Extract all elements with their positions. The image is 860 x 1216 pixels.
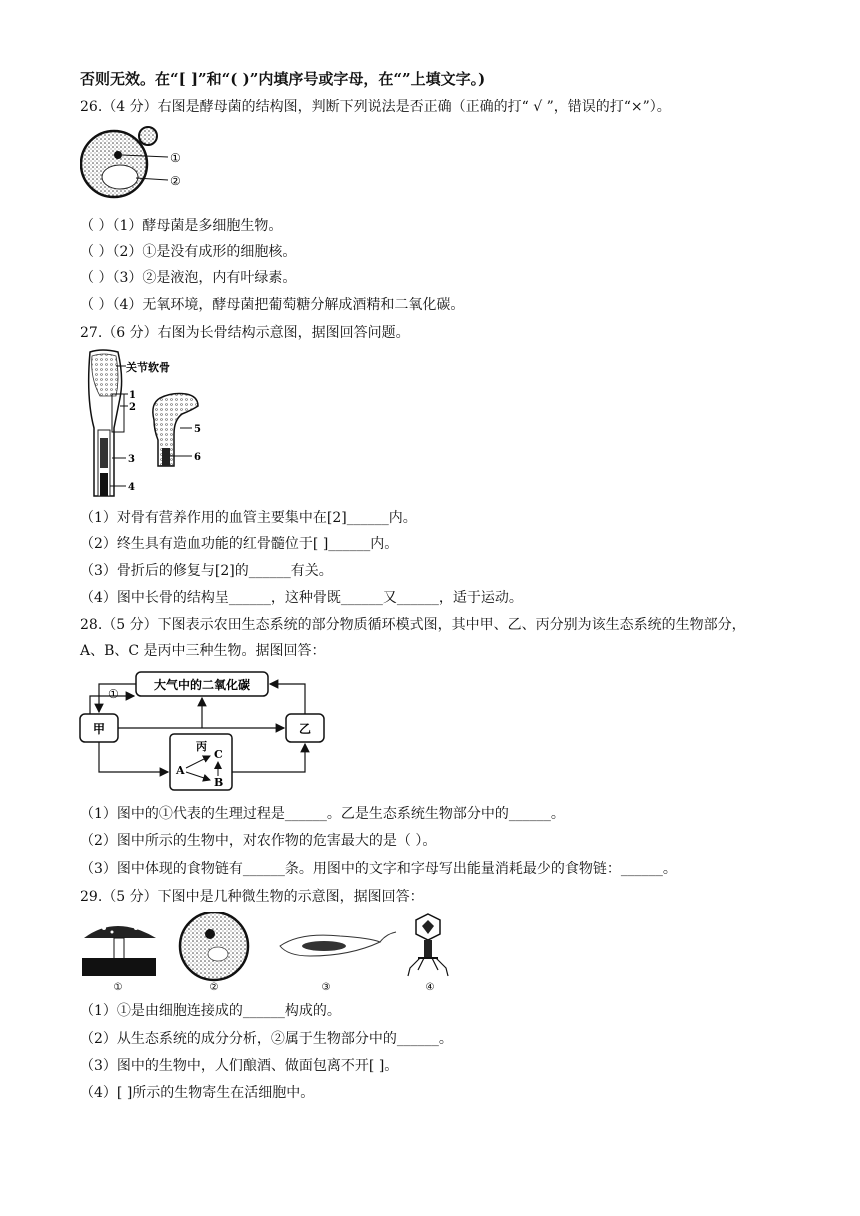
label-4: 4 [128,482,135,493]
virus-icon [408,914,448,976]
label-2: 2 [129,402,136,413]
fig-label-3: ③ [321,982,331,992]
q29-title: 29.（5 分）下图中是几种微生物的示意图，据图回答： [80,889,424,905]
q26-item-2: （ ）（2）①是没有成形的细胞核。 [80,244,297,260]
yeast-cell-figure [80,122,190,204]
q26-item-1: （ ）（1）酵母菌是多细胞生物。 [80,218,283,234]
q27-item-2: （2）终生具有造血功能的红骨髓位于[ ]______内。 [80,536,399,552]
q29-item-4: （4）[ ]所示的生物寄生在活细胞中。 [80,1085,315,1101]
q26-item-4: （ ）（4）无氧环境，酵母菌把葡萄糖分解成酒精和二氧化碳。 [80,297,465,313]
yeast-icon [180,912,248,980]
a-label: A [176,764,185,777]
mushroom-icon [82,920,156,977]
q27-item-3: （3）骨折后的修复与[2]的______有关。 [80,563,333,579]
label-6: 6 [194,452,201,463]
fig-label-4: ④ [425,982,435,992]
label-3: 3 [128,454,135,465]
q29-item-1: （1）①是由细胞连接成的______构成的。 [80,1003,341,1019]
b-label: B [214,776,224,789]
q29-item-3: （3）图中的生物中，人们酿酒、做面包离不开[ ]。 [80,1058,399,1074]
label-1: 1 [129,390,136,401]
q26-title: 26.（4 分）右图是酵母菌的结构图，判断下列说法是否正确（正确的打“ √ ”，错误的打“×”）。 [80,99,671,115]
fig-label-1: ① [113,982,123,992]
jia-box-label: 甲 [92,722,106,736]
label-process-1: ① [108,687,119,701]
q26-label-1: ① [170,151,181,165]
q28-item-2: （2）图中所示的生物中，对农作物的危害最大的是（ ）。 [80,833,437,849]
co2-box-label: 大气中的二氧化碳 [153,678,251,692]
bacterium-icon [280,932,396,956]
long-bone-figure [80,348,220,500]
q28-title-line2: A、B、C 是丙中三种生物。据图回答： [80,643,326,659]
q27-item-4: （4）图中长骨的结构呈______，这种骨既______又______，适于运动。 [80,590,523,606]
q28-item-1: （1）图中的①代表的生理过程是______。乙是生态系统生物部分中的______。 [80,806,565,822]
microorganisms-figure [80,912,460,992]
q28-title-line1: 28.（5 分）下图表示农田生态系统的部分物质循环模式图，其中甲、乙、丙分别为该生态系统的生物部分， [80,617,746,633]
q27-item-1: （1）对骨有营养作用的血管主要集中在[2]______内。 [80,510,417,526]
c-label: C [214,748,223,761]
q26-item-3: （ ）（3）②是液泡，内有叶绿素。 [80,270,297,286]
instruction-note: 否则无效。在“[ ]”和“( )”内填序号或字母，在“”上填文字。) [80,70,486,88]
label-articular-cartilage: 关节软骨 [126,361,170,374]
carbon-cycle-diagram [78,668,330,796]
q26-label-2: ② [170,174,181,188]
q29-item-2: （2）从生态系统的成分分析，②属于生物部分中的______。 [80,1031,453,1047]
fig-label-2: ② [209,982,219,992]
bing-label: 丙 [196,740,207,753]
yi-box-label: 乙 [298,722,312,736]
q28-item-3: （3）图中体现的食物链有______条。用图中的文字和字母写出能量消耗最少的食物链：______。 [80,861,677,877]
label-5: 5 [194,424,201,435]
q27-title: 27.（6 分）右图为长骨结构示意图，据图回答问题。 [80,325,410,341]
